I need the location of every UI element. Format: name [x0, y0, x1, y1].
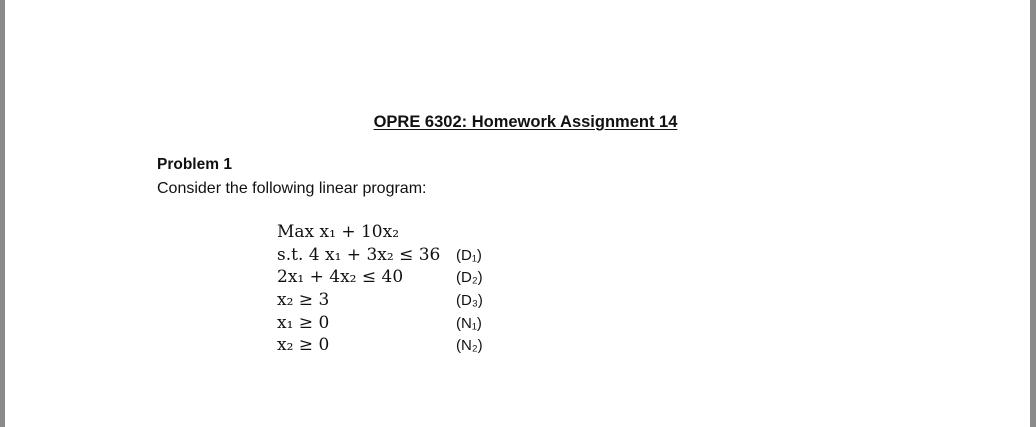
constraint-n1: x₁ ≥ 0 — [277, 313, 330, 333]
viewer-left-border — [0, 0, 5, 427]
constraint-d2: 2x₁ + 4x₂ ≤ 40 — [277, 267, 404, 287]
constraint-label-n2: (N₂) — [456, 337, 483, 354]
constraint-label-d1: (D₁) — [456, 247, 482, 264]
viewer-right-border — [1030, 0, 1036, 427]
objective-function: Max x₁ + 10x₂ — [277, 222, 400, 242]
constraint-n2: x₂ ≥ 0 — [277, 335, 330, 355]
constraint-d1: s.t. 4 x₁ + 3x₂ ≤ 36 — [277, 245, 441, 265]
constraint-d3: x₂ ≥ 3 — [277, 290, 330, 310]
intro-text: Consider the following linear program: — [157, 180, 427, 197]
problem-heading: Problem 1 — [157, 156, 232, 173]
constraint-label-n1: (N₁) — [456, 315, 482, 332]
constraint-label-d3: (D₃) — [456, 292, 483, 309]
constraint-label-d2: (D₂) — [456, 269, 483, 286]
document-title: OPRE 6302: Homework Assignment 14 — [373, 113, 678, 131]
